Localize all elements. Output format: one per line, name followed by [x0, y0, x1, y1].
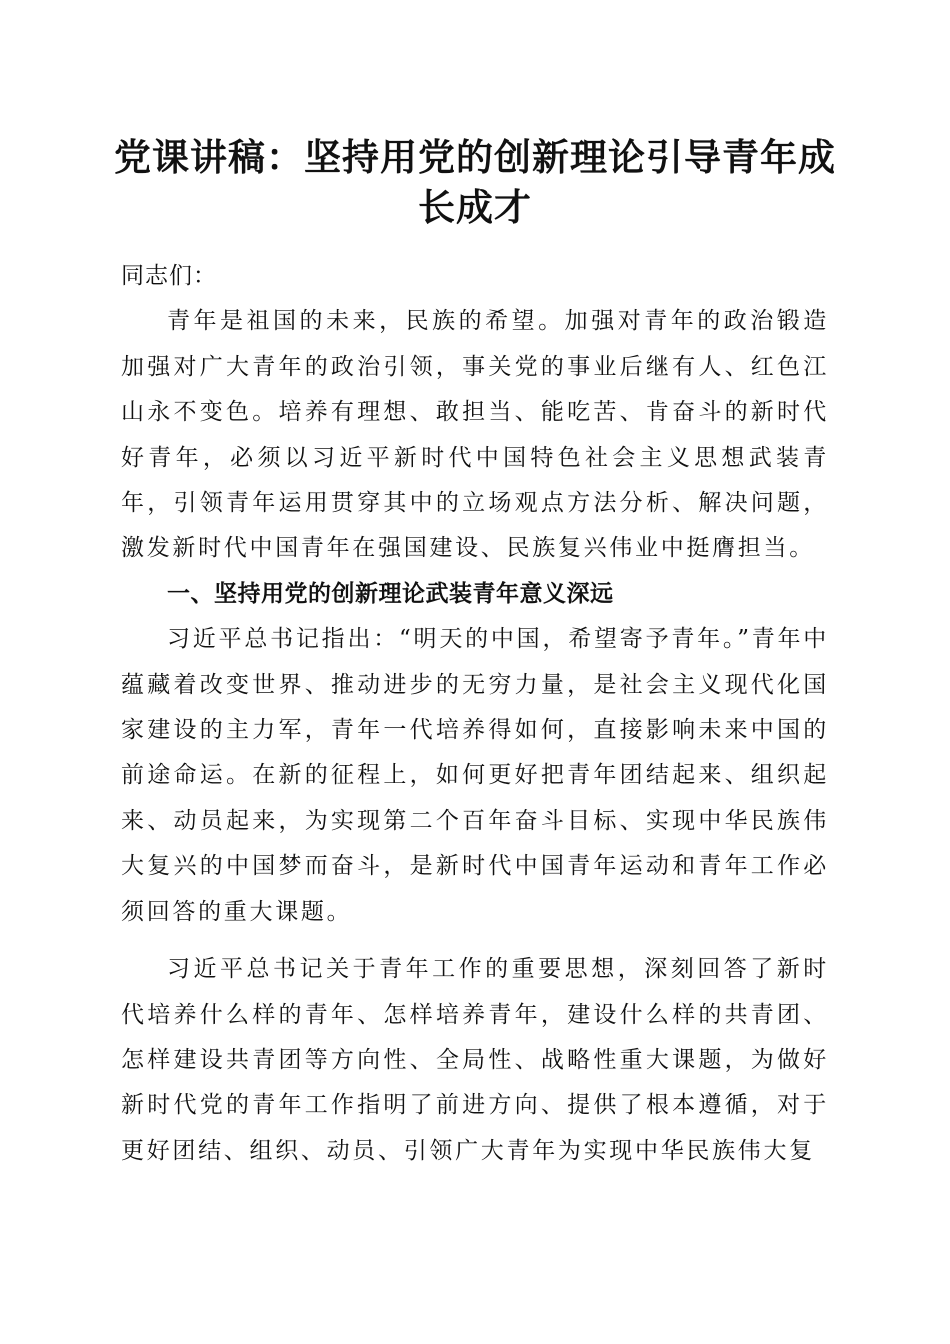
paragraph-section-2: 习近平总书记关于青年工作的重要思想，深刻回答了新时代培养什么样的青年、怎样培养青年，建设什么样的共青团、怎样建设共青团等方向性、全局性、战略性重大课题，为做好新时代党的青年工作指明了前进方向、提供了根本遵循，对于更好团结、组织、动员、引领广大青年为实现中华民族伟大复 [121, 956, 829, 1164]
salutation: 同志们： [121, 263, 217, 289]
section-heading: 一、坚持用党的创新理论武装青年意义深远 [167, 580, 614, 607]
paragraph-intro: 青年是祖国的未来，民族的希望。加强对青年的政治锻造加强对广大青年的政治引领，事关党的事业后继有人、红色江山永不变色。培养有理想、敢担当、能吃苦、肯奋斗的新时代好青年，必须以习近平新时代中国特色社会主义思想武装青年，引领青年运用贯穿其中的立场观点方法分析、解决问题，激发新时代中国青年在强国建设、民族复兴伟业中挺膺担当。 [121, 308, 829, 562]
document-body [121, 254, 829, 1174]
document-title: 党课讲稿：坚持用党的创新理论引导青年成长成才 [114, 135, 836, 229]
paragraph-section-1: 习近平总书记指出：“明天的中国，希望寄予青年。”青年中蕴藏着改变世界、推动进步的无穷力量，是社会主义现代化国家建设的主力军，青年一代培养得如何，直接影响未来中国的前途命运。在新的征程上，如何更好把青年团结起来、组织起来、动员起来，为实现第二个百年奋斗目标、实现中华民族伟大复兴的中国梦而奋斗，是新时代中国青年运动和青年工作必须回答的重大课题。 [121, 626, 829, 925]
